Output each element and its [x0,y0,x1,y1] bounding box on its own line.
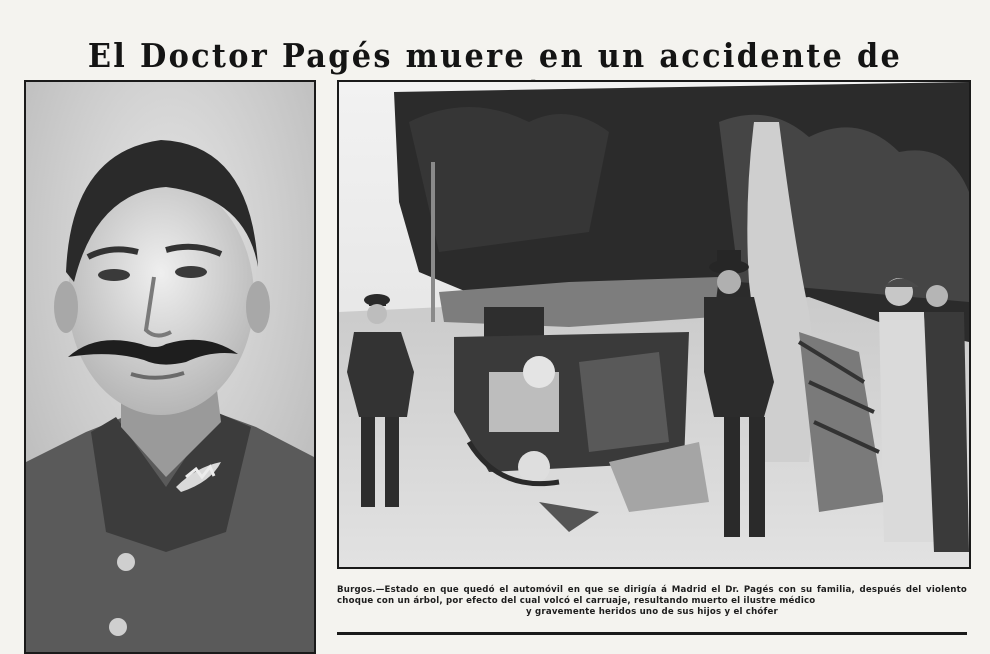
caption-line-3: y gravemente heridos uno de sus hijos y el chófer [526,606,778,617]
portrait-photo [24,80,316,654]
headline: El Doctor Pagés muere en un accidente de [87,36,903,76]
caption-place: Burgos. [337,584,376,595]
photo-caption [337,585,967,618]
accident-scene-photo [337,80,971,569]
bottom-rule [337,632,967,635]
caption-line-2: del violento choque con un árbol, por efecto del cual volcó el carruaje, resultando muerto el ilustre médico [337,584,967,606]
caption-line-1: —Estado en que quedó el automóvil en que se dirigía á Madrid el Dr. Pagés con su familia, después [375,584,902,595]
